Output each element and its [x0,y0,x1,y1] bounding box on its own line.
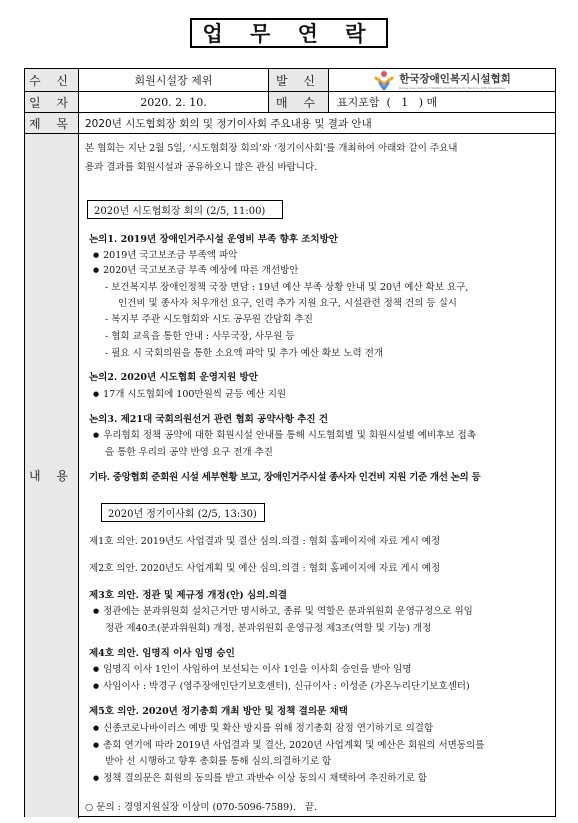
s2-agenda4-bullet1: ● 임명직 이사 1인이 사임하여 보선되는 이사 1인을 이사회 승인을 받아 임명 [93,661,412,675]
from-org-name: 한국장애인복지시설협회 [399,72,511,85]
to-value: 회원시설장 제위 [134,74,213,87]
s2-agenda4-bullet2: ● 사임이사 : 박경구 (영주장애인단기보호센터), 신규이사 : 이성준 (가온누리단기보호센터) [93,678,470,692]
s2-agenda5-bullet1: ● 신종코로나바이러스 예방 및 확산 방지를 위해 정기총회 잠정 연기하기로 의결함 [93,720,433,734]
intro-line-1: 본 협회는 지난 2월 5일, ‘시도협회장 회의’와 ‘정기이사회’를 개최하여 아래와 같이 주요내 [85,143,458,154]
subject-label: 제 목 [25,113,78,133]
s2-agenda5-title: 제5호 의안. 2020년 정기총회 개최 방안 및 정책 결의문 채택 [89,706,348,717]
s1-item1-bullet1: ● 2019년 국고보조금 부족액 파악 [93,247,237,261]
s1-item1-dash1a: - 보건복지부 장애인정책 국장 면담 : 19년 예산 부족 상황 안내 및 20년 예산 확보 요구, [105,282,469,293]
s2-agenda4-title: 제4호 의안. 임명직 이사 임명 승인 [89,648,235,659]
s1-item3-bullet1b: 을 통한 우리의 공약 반영 요구 전개 추진 [105,447,273,458]
intro-line-2: 용과 결과를 회원시설과 공유하오니 많은 관심 바랍니다. [85,162,318,173]
s1-item1-dash1b: 인건비 및 종사자 처우개선 요구, 인력 추가 지원 요구, 시설관련 정책 건의 등 실시 [118,298,457,309]
s2-agenda3-bullet1b: 정관 제40조(분과위원회) 개정, 분과위원회 운영규정 제3조(역할 및 기능) 개정 [105,623,432,634]
content-label: 내 용 [25,134,78,817]
s1-item1-dash2: - 복지부 주관 시도협회와 시도 공무원 간담회 추진 [105,314,313,325]
s2-agenda5-bullet2b: 받아 선 시행하고 향후 총회를 통해 심의․의결하기로 함 [105,756,332,767]
date-label: 일 자 [25,92,78,112]
s2-agenda1: 제1호 의안. 2019년도 사업결과 및 결산 심의․의결 : 협회 홈페이지에 자료 게시 예정 [89,536,441,547]
s2-agenda5-bullet3: ● 정책 결의문은 회원의 동의를 받고 과반수 이상 동의시 채택하여 추진하기로 함 [93,770,427,784]
section1-title: 2020년 시도협회장 회의 (2/5, 11:00) [87,200,283,219]
s1-item2-bullet1: ● 17개 시도협회에 100만원씩 균등 예산 지원 [93,386,286,400]
pages-value: 표지포함 ( 1 ) 매 [337,96,438,109]
s1-item3-bullet1a: ● 우리협회 정책 공약에 대한 회원시설 안내를 통해 시도협회별 및 회원시설별 예비후보 접촉 [93,427,476,441]
pages-label: 매 수 [269,92,328,112]
s1-item2-title: 논의2. 2020년 시도협회 운영지원 방안 [89,372,258,383]
from-org-sub: Korea Association of Welfare Institutions for Persons with Disabilities [399,85,506,90]
memo-form [24,68,556,817]
s2-agenda3-title: 제3호 의안. 정관 및 제규정 개정(안) 심의․의결 [89,590,288,601]
s2-agenda2: 제2호 의안. 2020년도 사업계획 및 예산 심의․의결 : 협회 홈페이지에 자료 게시 예정 [89,563,441,574]
s1-item3-title: 논의3. 제21대 국회의원선거 관련 협회 공약사항 추진 건 [89,414,329,425]
section2-title: 2020년 정기이사회 (2/5, 13:30) [101,503,265,522]
s1-item1-dash3: - 협회 교육을 통한 안내 : 사무국장, 사무원 등 [105,331,295,342]
to-label: 수 신 [25,69,78,91]
document-title: 업 무 연 락 [190,18,388,48]
subject-value: 2020년 시도협회장 회의 및 정기이사회 주요내용 및 결과 안내 [85,117,372,130]
s2-agenda3-bullet1a: ● 정관에는 분과위원회 설치근거만 명시하고, 종류 및 역할은 분과위원회 운영규정으로 위임 [93,603,473,617]
s1-etc: 기타. 중앙협회 준회원 시설 세부현황 보고, 장애인거주시설 종사자 인건비 지원 기준 개선 논의 등 [89,472,481,483]
contact-line: ○ 문의 : 경영지원실장 이상미 (070-5096-7589). 끝. [85,802,318,813]
s1-item1-dash4: - 필요 시 국회의원을 통한 소요액 파악 및 추가 예산 확보 노력 전개 [105,348,384,359]
from-label: 발 신 [269,69,328,91]
from-org [329,69,555,91]
association-logo-icon [373,70,395,90]
s1-item1-title: 논의1. 2019년 장애인거주시설 운영비 부족 향후 조치방안 [89,234,338,245]
s2-agenda5-bullet2a: ● 총회 연기에 따라 2019년 사업결과 및 결산, 2020년 사업계획 및 예산은 회원의 서면동의를 [93,737,484,751]
s1-item1-bullet2: ● 2020년 국고보조금 부족 예상에 따른 개선방안 [93,262,298,276]
date-value: 2020. 2. 10. [140,95,207,109]
